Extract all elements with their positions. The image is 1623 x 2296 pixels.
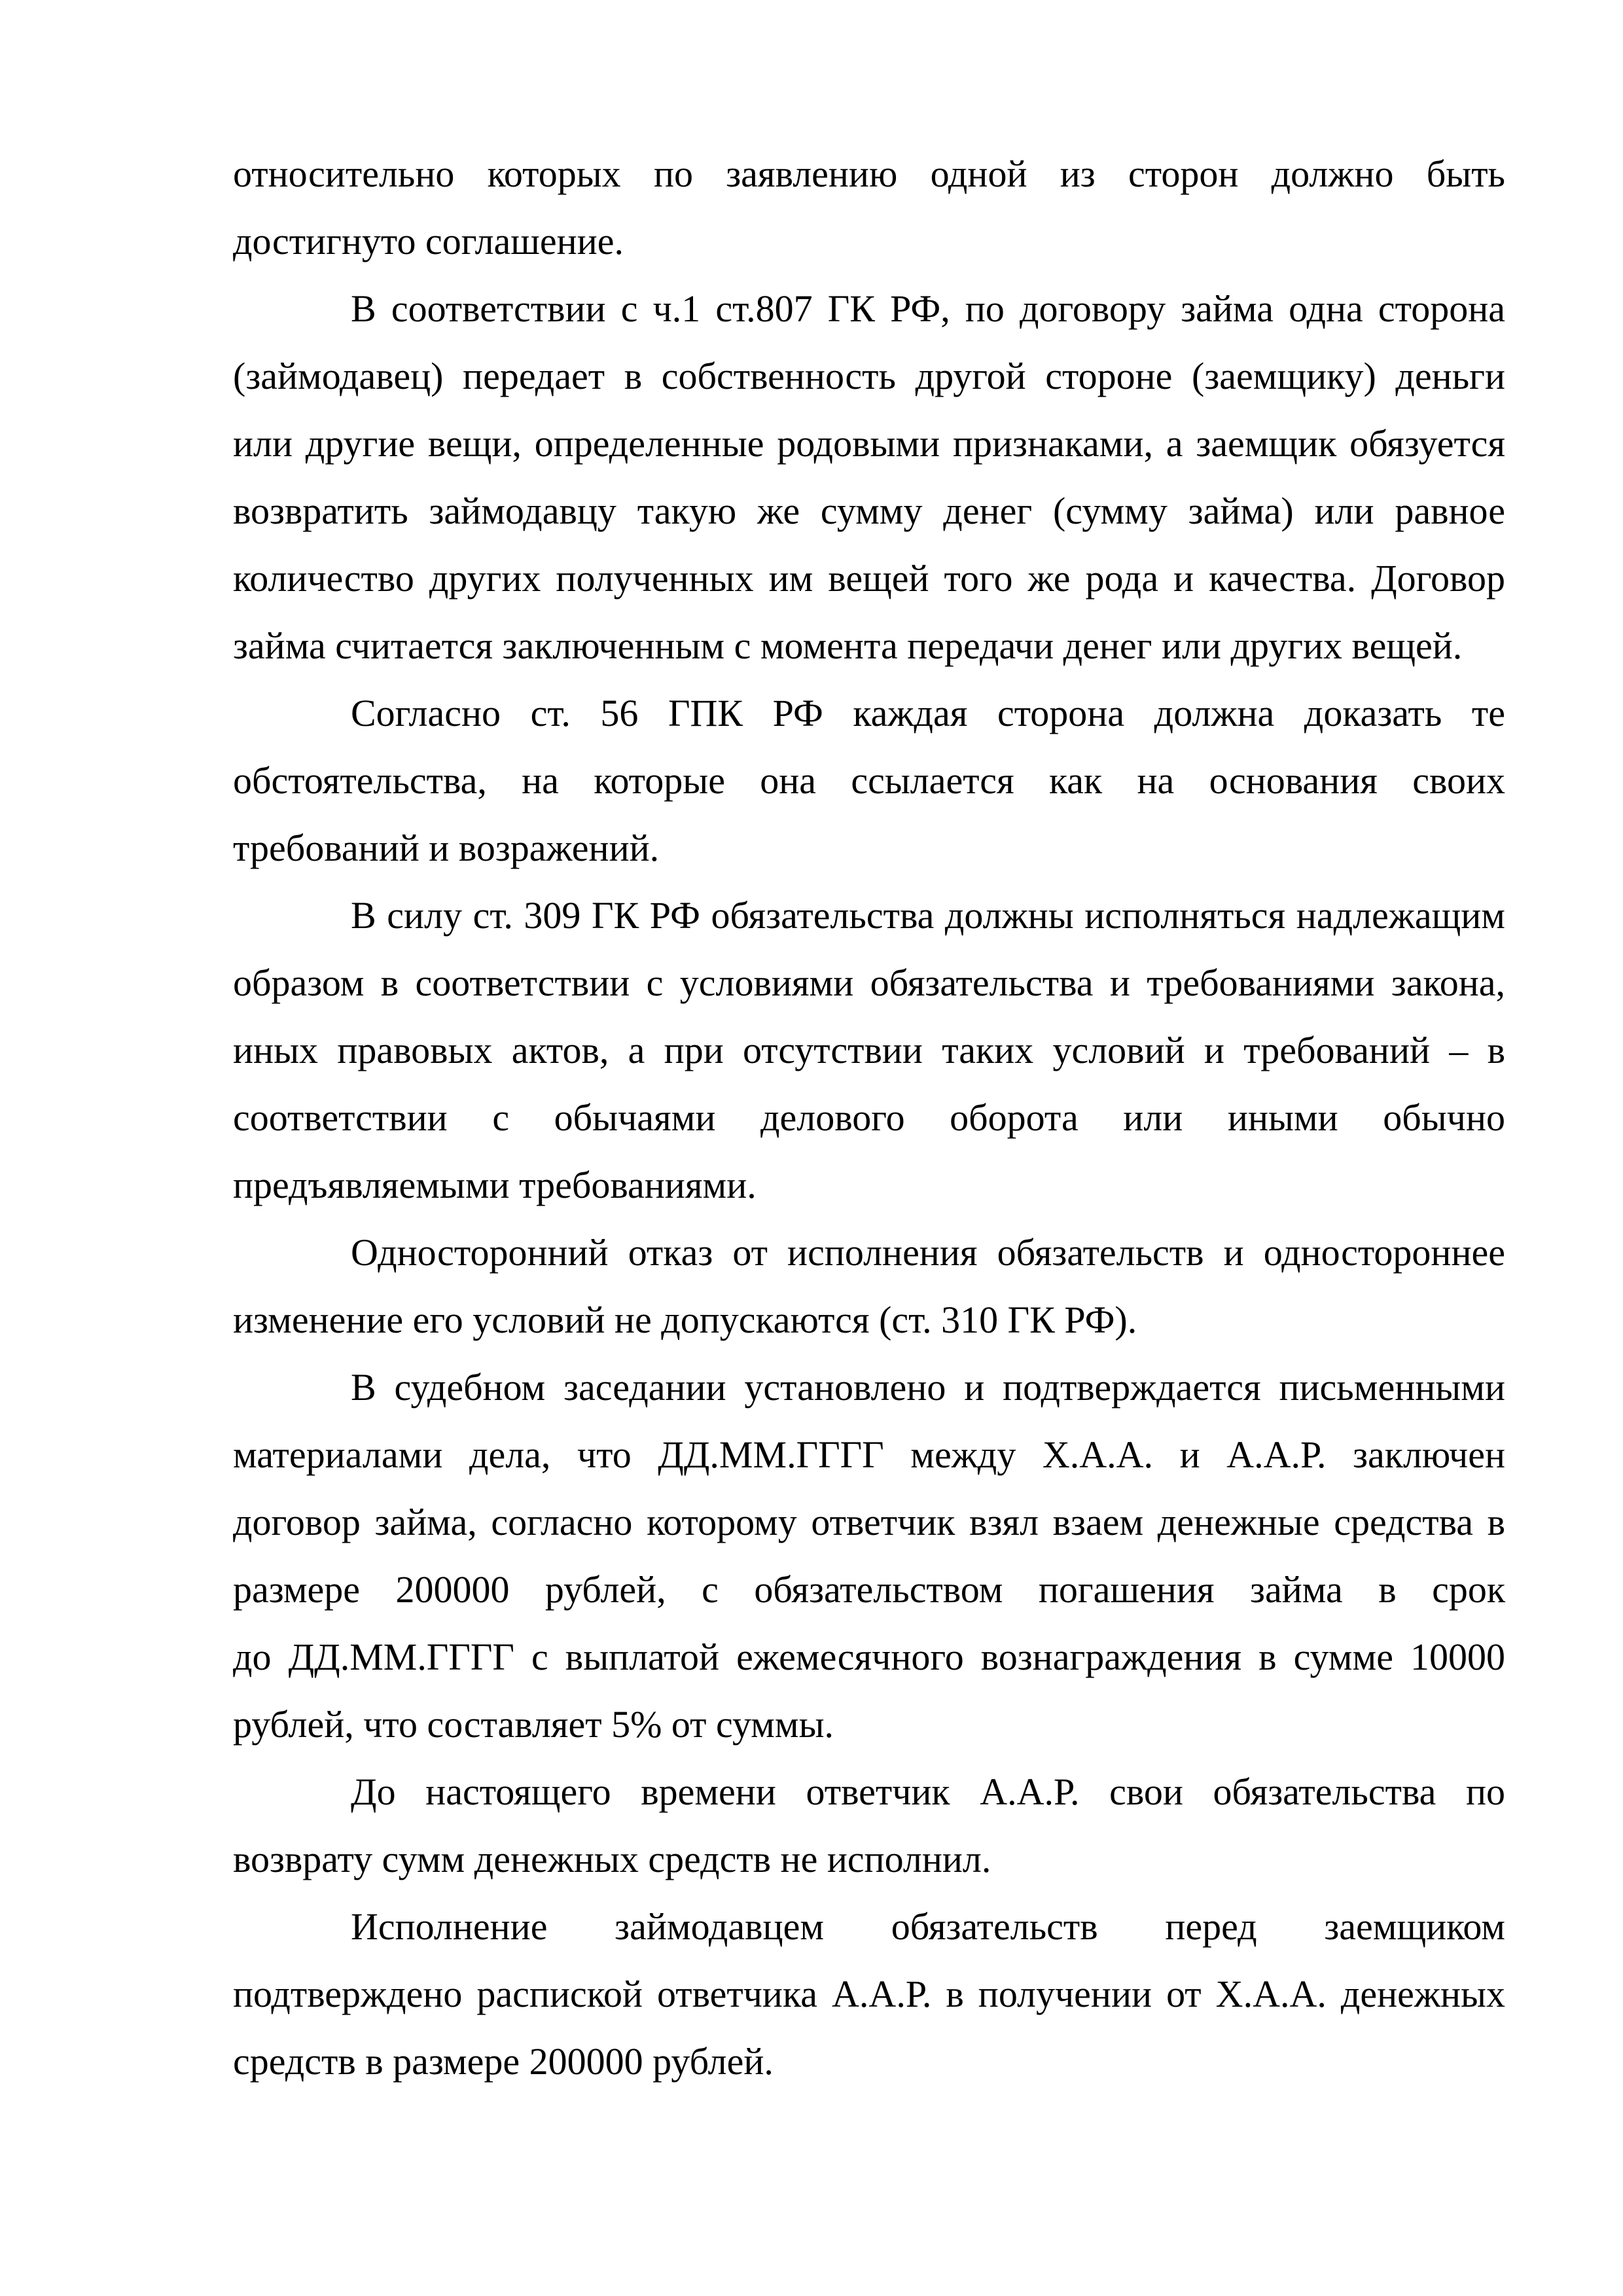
text-line: В силу ст. 309 ГК РФ обязательства должны исполняться надлежащим [351,894,1505,937]
text-line: договор займа, согласно которому ответчик взял взаем денежные средства в [233,1501,1505,1543]
text-line: Исполнение займодавцем обязательств перед заемщиком [351,1905,1505,1948]
text-line: обстоятельства, на которые она ссылается как на основания своих [233,759,1505,802]
text-line: возврату сумм денежных средств не исполнил. [233,1838,991,1880]
text-line: относительно которых по заявлению одной из сторон должно быть [233,152,1505,195]
text-line: рублей, что составляет 5% от суммы. [233,1703,834,1746]
text-line: Односторонний отказ от исполнения обязательств и одностороннее [351,1231,1505,1274]
text-line: требований и возражений. [233,827,660,869]
paragraph [233,140,1505,275]
paragraph [233,882,1505,1219]
paragraph [233,275,1505,679]
paragraph [233,1893,1505,2095]
text-line: Согласно ст. 56 ГПК РФ каждая сторона должна доказать те [351,692,1505,734]
text-line: До настоящего времени ответчик А.А.Р. свои обязательства по [351,1770,1505,1813]
document-text-area [233,140,1505,2095]
paragraph [233,679,1505,882]
paragraph [233,1354,1505,1758]
text-line: достигнуто соглашение. [233,220,624,262]
text-line: средств в размере 200000 рублей. [233,2040,774,2083]
text-line: предъявляемыми требованиями. [233,1164,757,1206]
text-line: В судебном заседании установлено и подтверждается письменными [351,1366,1505,1408]
text-line: (займодавец) передает в собственность другой стороне (заемщику) деньги [233,355,1505,397]
text-line: изменение его условий не допускаются (ст. 310 ГК РФ). [233,1299,1137,1341]
text-line: займа считается заключенным с момента передачи денег или других вещей. [233,624,1463,667]
text-line: В соответствии с ч.1 ст.807 ГК РФ, по договору займа одна сторона [351,287,1505,330]
text-line: соответствии с обычаями делового оборота или иными обычно [233,1096,1505,1139]
paragraph [233,1219,1505,1354]
text-line: образом в соответствии с условиями обязательства и требованиями закона, [233,961,1505,1004]
text-line: количество других полученных им вещей того же рода и качества. Договор [233,557,1505,600]
text-line: подтверждено распиской ответчика А.А.Р. в получении от Х.А.А. денежных [233,1973,1505,2015]
text-line: материалами дела, что ДД.ММ.ГГГГ между Х.А.А. и А.А.Р. заключен [233,1433,1505,1476]
text-line: размере 200000 рублей, с обязательством погашения займа в срок [233,1568,1505,1611]
paragraph [233,1758,1505,1893]
text-line: возвратить займодавцу такую же сумму денег (сумму займа) или равное [233,490,1505,532]
text-line: или другие вещи, определенные родовыми признаками, а заемщик обязуется [233,422,1505,465]
text-line: до ДД.ММ.ГГГГ с выплатой ежемесячного вознаграждения в сумме 10000 [233,1636,1505,1678]
text-line: иных правовых актов, а при отсутствии таких условий и требований – в [233,1029,1505,1071]
